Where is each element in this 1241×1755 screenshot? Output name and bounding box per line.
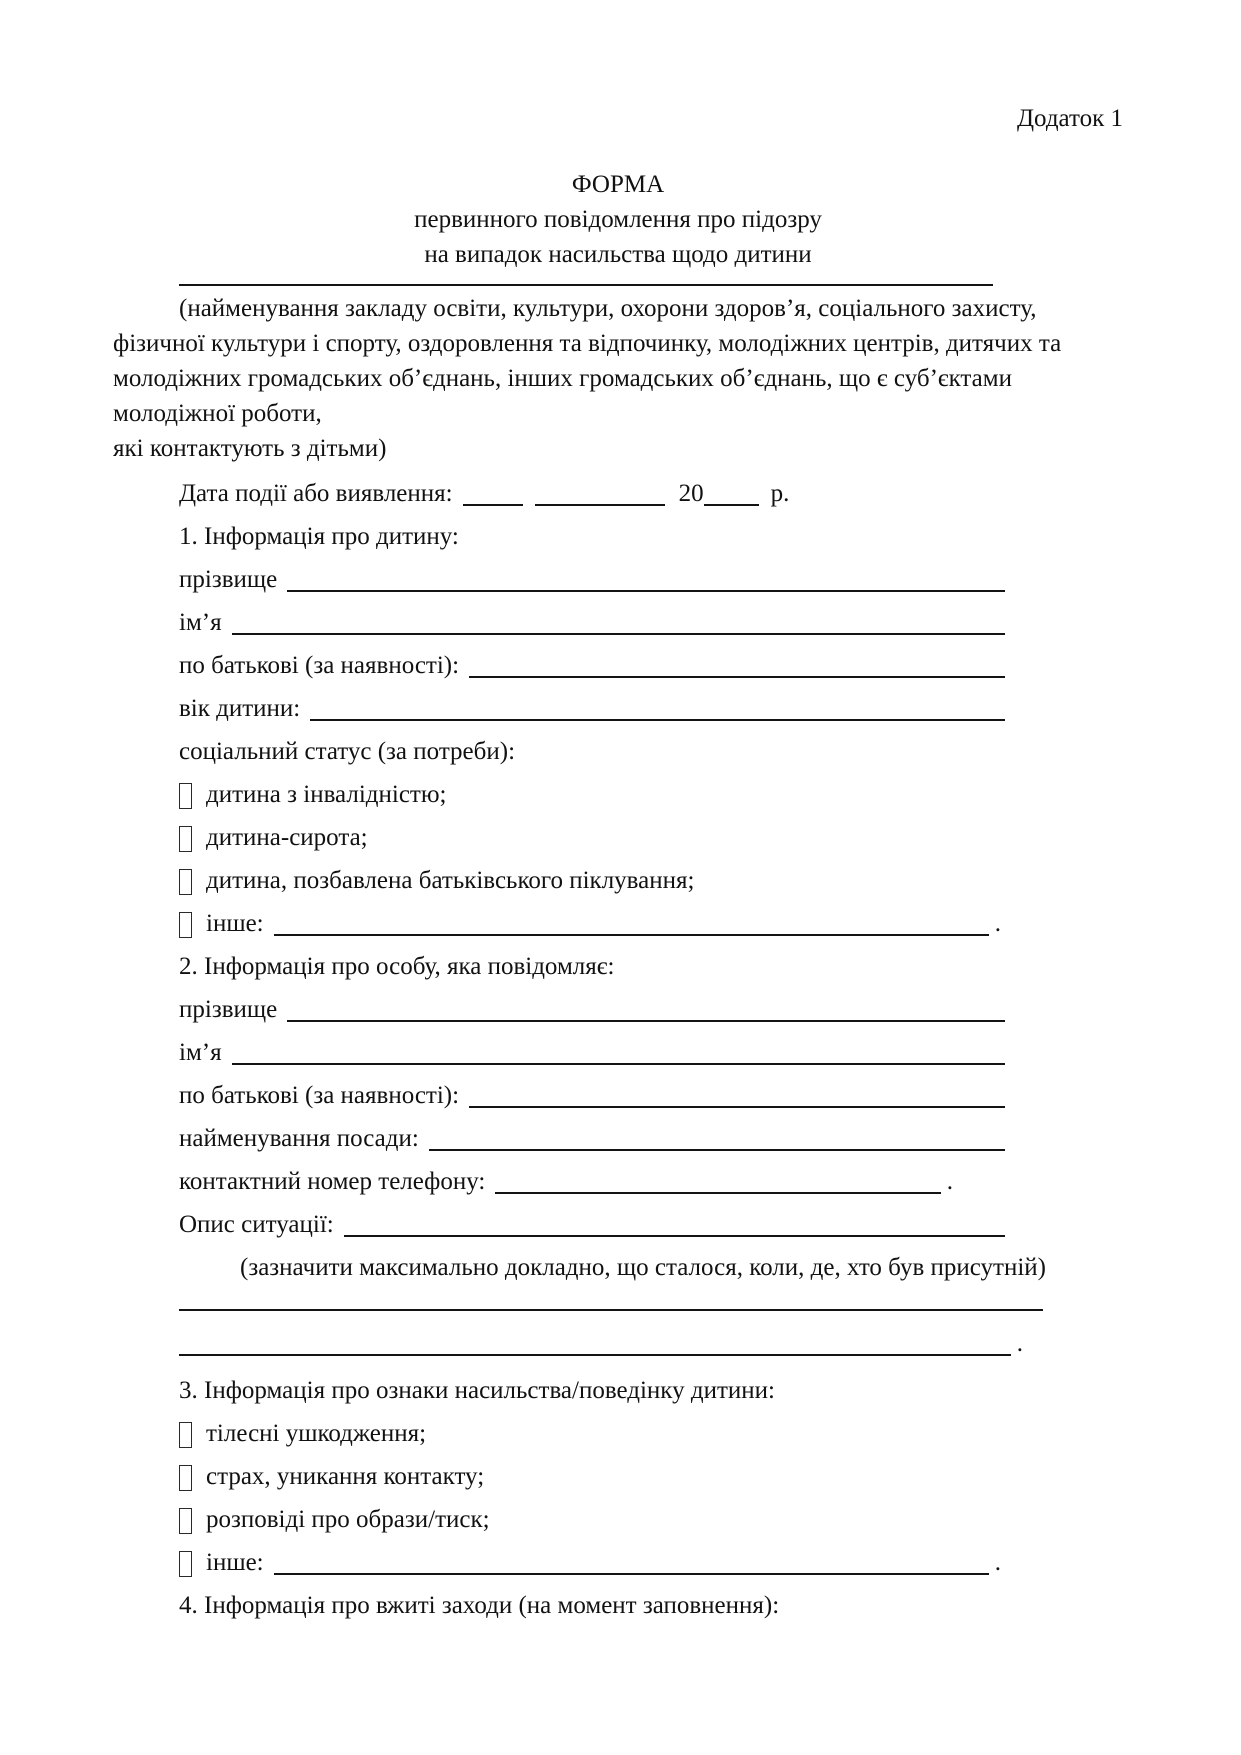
- field-label: по батькові (за наявності):: [179, 1082, 460, 1109]
- fill-in-line[interactable]: [429, 1147, 1005, 1151]
- fill-in-line[interactable]: [287, 1018, 1005, 1022]
- field-row-position: [179, 1121, 1005, 1156]
- form-title-line2: первинного повідомлення про підозру: [414, 206, 822, 233]
- checkbox-icon[interactable]: [179, 869, 192, 895]
- field-label: ім’я: [179, 1039, 222, 1066]
- organization-caption-last: які контактують з дітьми): [113, 435, 387, 462]
- checkbox-icon[interactable]: [179, 783, 192, 809]
- date-year-prefix: 20: [678, 480, 704, 507]
- fill-in-line[interactable]: [274, 1571, 989, 1575]
- date-label: Дата події або виявлення:: [179, 480, 453, 507]
- field-row-child-lastname: [179, 562, 1005, 597]
- checkbox-label: тілесні ушкодження;: [206, 1420, 427, 1447]
- checkbox-icon[interactable]: [179, 1465, 192, 1491]
- field-row-reporter-lastname: [179, 992, 1005, 1027]
- checkbox-row-orphan: [179, 820, 1123, 855]
- field-label: вік дитини:: [179, 695, 301, 722]
- checkbox-row-disability: [179, 777, 1123, 812]
- field-label: прізвище: [179, 996, 278, 1023]
- organization-name-row: [179, 282, 993, 291]
- checkbox-label: дитина, позбавлена батьківського піклування;: [206, 867, 695, 894]
- section-4-heading: 4. Інформація про вжиті заходи (на момент заповнення):: [179, 1592, 780, 1619]
- checkbox-label: дитина-сирота;: [206, 824, 368, 851]
- section-3-heading: 3. Інформація про ознаки насильства/поведінку дитини:: [179, 1377, 775, 1404]
- field-label: по батькові (за наявності):: [179, 652, 460, 679]
- fill-in-line[interactable]: [469, 1104, 1005, 1108]
- fill-in-line[interactable]: [344, 1233, 1005, 1237]
- date-year-suffix: р.: [770, 480, 790, 507]
- field-row-phone: [179, 1164, 953, 1199]
- field-row-child-patronymic: [179, 648, 1005, 683]
- field-row-reporter-patronymic: [179, 1078, 1005, 1113]
- checkbox-icon[interactable]: [179, 1422, 192, 1448]
- date-month-line[interactable]: [535, 502, 665, 506]
- fill-in-line[interactable]: [179, 1307, 1043, 1311]
- form-title-line1: ФОРМА: [571, 171, 665, 198]
- fill-in-line[interactable]: [274, 932, 989, 936]
- checkbox-label: інше:: [206, 910, 264, 937]
- field-label: ім’я: [179, 609, 222, 636]
- fill-in-line[interactable]: [232, 631, 1005, 635]
- trailing-period: .: [994, 1549, 1001, 1576]
- field-label: прізвище: [179, 566, 278, 593]
- checkbox-label: дитина з інвалідністю;: [206, 781, 447, 808]
- field-label: Опис ситуації:: [179, 1211, 334, 1238]
- date-row: [179, 476, 1123, 511]
- description-note: (зазначити максимально докладно, що сталося, коли, де, хто був присутній): [240, 1254, 1046, 1281]
- field-label: контактний номер телефону:: [179, 1168, 486, 1195]
- description-blank-row-1: [179, 1307, 1043, 1316]
- checkbox-icon[interactable]: [179, 1508, 192, 1534]
- date-day-line[interactable]: [463, 502, 523, 506]
- checkbox-row-injuries: [179, 1416, 1123, 1451]
- organization-caption: [113, 291, 1123, 466]
- field-row-reporter-firstname: [179, 1035, 1005, 1070]
- field-row-child-firstname: [179, 605, 1005, 640]
- trailing-period: .: [994, 910, 1001, 937]
- annex-label: Додаток 1: [1017, 105, 1123, 132]
- organization-name-line[interactable]: [179, 282, 993, 286]
- fill-in-line[interactable]: [495, 1190, 940, 1194]
- field-label: найменування посади:: [179, 1125, 419, 1152]
- fill-in-line[interactable]: [469, 674, 1005, 678]
- checkbox-icon[interactable]: [179, 912, 192, 938]
- social-status-label-row: соціальний статус (за потреби):: [179, 738, 516, 765]
- trailing-period: .: [1016, 1330, 1023, 1357]
- checkbox-row-signs-other: [179, 1545, 1001, 1580]
- fill-in-line[interactable]: [179, 1352, 1011, 1356]
- checkbox-icon[interactable]: [179, 826, 192, 852]
- field-row-child-age: [179, 691, 1005, 726]
- section-2-heading: 2. Інформація про особу, яка повідомляє:: [179, 953, 615, 980]
- checkbox-row-stories: [179, 1502, 1123, 1537]
- form-title-line3: на випадок насильства щодо дитини: [424, 241, 812, 268]
- field-row-situation-description: [179, 1207, 1005, 1242]
- checkbox-label: страх, уникання контакту;: [206, 1463, 485, 1490]
- checkbox-row-fear: [179, 1459, 1123, 1494]
- fill-in-line[interactable]: [310, 717, 1005, 721]
- organization-caption-main: (найменування закладу освіти, культури, охорони здоров’я, соціального захисту, фізичної культури і спорту, оздоровлення та відпочинку, молодіжних центрів, дитячих та молодіжних громадських об’єднань, інших громадських об’єднань, що є суб’єктами молодіжної роботи,: [113, 295, 1062, 427]
- checkbox-label: розповіді про образи/тиск;: [206, 1506, 490, 1533]
- trailing-period: .: [946, 1168, 953, 1195]
- checkbox-row-deprived-care: [179, 863, 1123, 898]
- checkbox-icon[interactable]: [179, 1551, 192, 1577]
- fill-in-line[interactable]: [287, 588, 1005, 592]
- fill-in-line[interactable]: [232, 1061, 1005, 1065]
- checkbox-row-status-other: [179, 906, 1001, 941]
- date-year-line[interactable]: [704, 502, 759, 506]
- checkbox-label: інше:: [206, 1549, 264, 1576]
- section-1-heading: 1. Інформація про дитину:: [179, 523, 459, 550]
- form-title: [113, 167, 1123, 272]
- description-blank-row-2: [179, 1326, 1023, 1361]
